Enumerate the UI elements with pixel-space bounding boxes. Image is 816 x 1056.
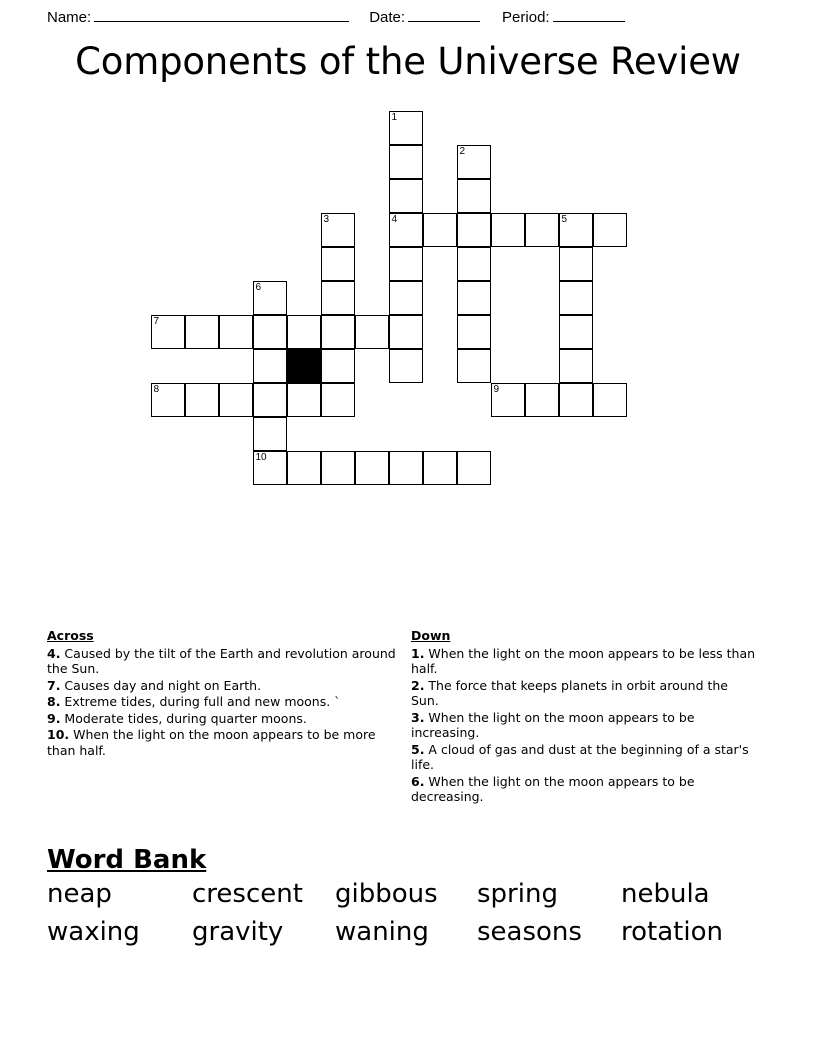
crossword-cell[interactable] <box>457 349 491 383</box>
crossword-cell[interactable] <box>423 451 457 485</box>
crossword-cell[interactable] <box>457 281 491 315</box>
across-heading: Across <box>47 628 94 643</box>
crossword-cell[interactable] <box>355 451 389 485</box>
clue-text: When the light on the moon appears to be increasing. <box>411 709 695 740</box>
crossword-cell[interactable] <box>525 213 559 247</box>
crossword-cell-number: 2 <box>459 146 466 157</box>
crossword-cell[interactable] <box>185 383 219 417</box>
clue-down-5 <box>411 742 756 773</box>
crossword-cell[interactable] <box>389 213 423 247</box>
crossword-cell[interactable] <box>559 383 593 417</box>
word-bank <box>47 845 777 955</box>
crossword-cell[interactable] <box>253 349 287 383</box>
crossword-cell-number: 7 <box>153 316 160 327</box>
date-label: Date: <box>369 9 406 26</box>
clue-number: 7. <box>47 677 61 693</box>
clue-number: 5. <box>411 741 425 757</box>
word-bank-word: gravity <box>192 917 284 947</box>
word-bank-row <box>47 879 777 917</box>
clue-across-7 <box>47 678 397 694</box>
crossword-cell[interactable] <box>253 383 287 417</box>
clue-text: When the light on the moon appears to be less than half. <box>411 645 756 676</box>
crossword-cell[interactable] <box>287 383 321 417</box>
crossword-cell[interactable] <box>321 315 355 349</box>
crossword-cell[interactable] <box>321 281 355 315</box>
crossword-cell[interactable] <box>389 281 423 315</box>
clue-down-3 <box>411 710 756 741</box>
word-bank-word: gibbous <box>335 879 438 909</box>
crossword-cell-number: 10 <box>255 452 267 463</box>
clue-across-9 <box>47 711 397 727</box>
clue-across-10 <box>47 727 397 758</box>
clue-number: 10. <box>47 727 70 742</box>
crossword-cell-number: 8 <box>153 384 160 395</box>
clue-text: When the light on the moon appears to be more than half. <box>47 727 376 758</box>
crossword-cell[interactable] <box>253 315 287 349</box>
clue-text: Caused by the tilt of the Earth and revolution around the Sun. <box>47 645 396 676</box>
across-clues-column <box>47 628 397 759</box>
down-clues-column <box>411 628 756 806</box>
word-bank-word: nebula <box>621 879 710 909</box>
period-label: Period: <box>502 9 550 26</box>
crossword-cell[interactable] <box>219 315 253 349</box>
crossword-cell[interactable] <box>559 213 593 247</box>
word-bank-word: spring <box>477 879 558 909</box>
clue-text: Moderate tides, during quarter moons. <box>60 710 307 726</box>
clue-text: Causes day and night on Earth. <box>60 677 262 693</box>
word-bank-word: seasons <box>477 917 582 947</box>
crossword-cell[interactable] <box>559 281 593 315</box>
crossword-cell[interactable] <box>559 247 593 281</box>
word-bank-word: waxing <box>47 917 140 947</box>
crossword-cell-number: 9 <box>493 384 500 395</box>
crossword-cell[interactable] <box>389 145 423 179</box>
down-heading: Down <box>411 628 451 643</box>
crossword-cell[interactable] <box>491 383 525 417</box>
word-bank-row <box>47 917 777 955</box>
crossword-cell[interactable] <box>457 179 491 213</box>
crossword-grid[interactable] <box>0 0 816 520</box>
clue-number: 8. <box>47 694 61 709</box>
crossword-cell[interactable] <box>321 349 355 383</box>
crossword-cell[interactable] <box>321 213 355 247</box>
clue-text: A cloud of gas and dust at the beginning of a star's life. <box>411 741 749 772</box>
crossword-cell[interactable] <box>151 383 185 417</box>
page-title: Components of the Universe Review <box>75 40 741 83</box>
crossword-cell[interactable] <box>389 451 423 485</box>
crossword-cell[interactable] <box>185 315 219 349</box>
clue-down-1 <box>411 646 756 677</box>
clue-number: 6. <box>411 773 425 789</box>
crossword-cell[interactable] <box>593 383 627 417</box>
clue-number: 1. <box>411 645 425 661</box>
crossword-cell[interactable] <box>389 349 423 383</box>
clue-number: 3. <box>411 709 425 725</box>
crossword-cell[interactable] <box>457 315 491 349</box>
crossword-cell-number: 5 <box>561 214 568 225</box>
crossword-cell[interactable] <box>389 179 423 213</box>
clue-number: 9. <box>47 710 61 726</box>
crossword-cell[interactable] <box>151 315 185 349</box>
crossword-cell[interactable] <box>253 417 287 451</box>
crossword-cell[interactable] <box>457 145 491 179</box>
clue-text: When the light on the moon appears to be decreasing. <box>411 773 695 804</box>
clue-down-2 <box>411 678 756 709</box>
crossword-cell[interactable] <box>355 315 389 349</box>
word-bank-word: neap <box>47 879 112 909</box>
crossword-cell[interactable] <box>559 349 593 383</box>
clue-down-6 <box>411 774 756 805</box>
crossword-cell[interactable] <box>389 111 423 145</box>
crossword-cell[interactable] <box>321 247 355 281</box>
name-label: Name: <box>47 9 92 26</box>
clue-text: The force that keeps planets in orbit around the Sun. <box>411 677 728 708</box>
crossword-cell[interactable] <box>287 451 321 485</box>
word-bank-title: Word Bank <box>47 845 207 875</box>
crossword-cell[interactable] <box>457 247 491 281</box>
crossword-cell-number: 6 <box>255 282 262 293</box>
crossword-block-cell <box>287 349 321 383</box>
crossword-cell[interactable] <box>559 315 593 349</box>
word-bank-word: rotation <box>621 917 723 947</box>
crossword-cell[interactable] <box>389 315 423 349</box>
word-bank-word: waning <box>335 917 429 947</box>
crossword-cell-number: 1 <box>391 112 398 123</box>
clue-text: Extreme tides, during full and new moons. ` <box>60 694 341 709</box>
crossword-cell[interactable] <box>457 451 491 485</box>
crossword-cell[interactable] <box>593 213 627 247</box>
crossword-cell[interactable] <box>253 451 287 485</box>
clue-across-4 <box>47 646 397 677</box>
clue-number: 4. <box>47 645 61 661</box>
word-bank-word: crescent <box>192 879 303 909</box>
clues-section <box>0 628 816 838</box>
crossword-cell[interactable] <box>253 281 287 315</box>
crossword-cell-number: 3 <box>323 214 330 225</box>
crossword-cell[interactable] <box>423 213 457 247</box>
crossword-cell[interactable] <box>491 213 525 247</box>
crossword-cell[interactable] <box>321 383 355 417</box>
crossword-cell[interactable] <box>219 383 253 417</box>
crossword-cell[interactable] <box>287 315 321 349</box>
crossword-cell[interactable] <box>321 451 355 485</box>
clue-number: 2. <box>411 677 425 693</box>
crossword-cell[interactable] <box>457 213 491 247</box>
crossword-cell[interactable] <box>525 383 559 417</box>
crossword-cell-number: 4 <box>391 214 398 225</box>
clue-across-8 <box>47 694 397 710</box>
crossword-cell[interactable] <box>389 247 423 281</box>
